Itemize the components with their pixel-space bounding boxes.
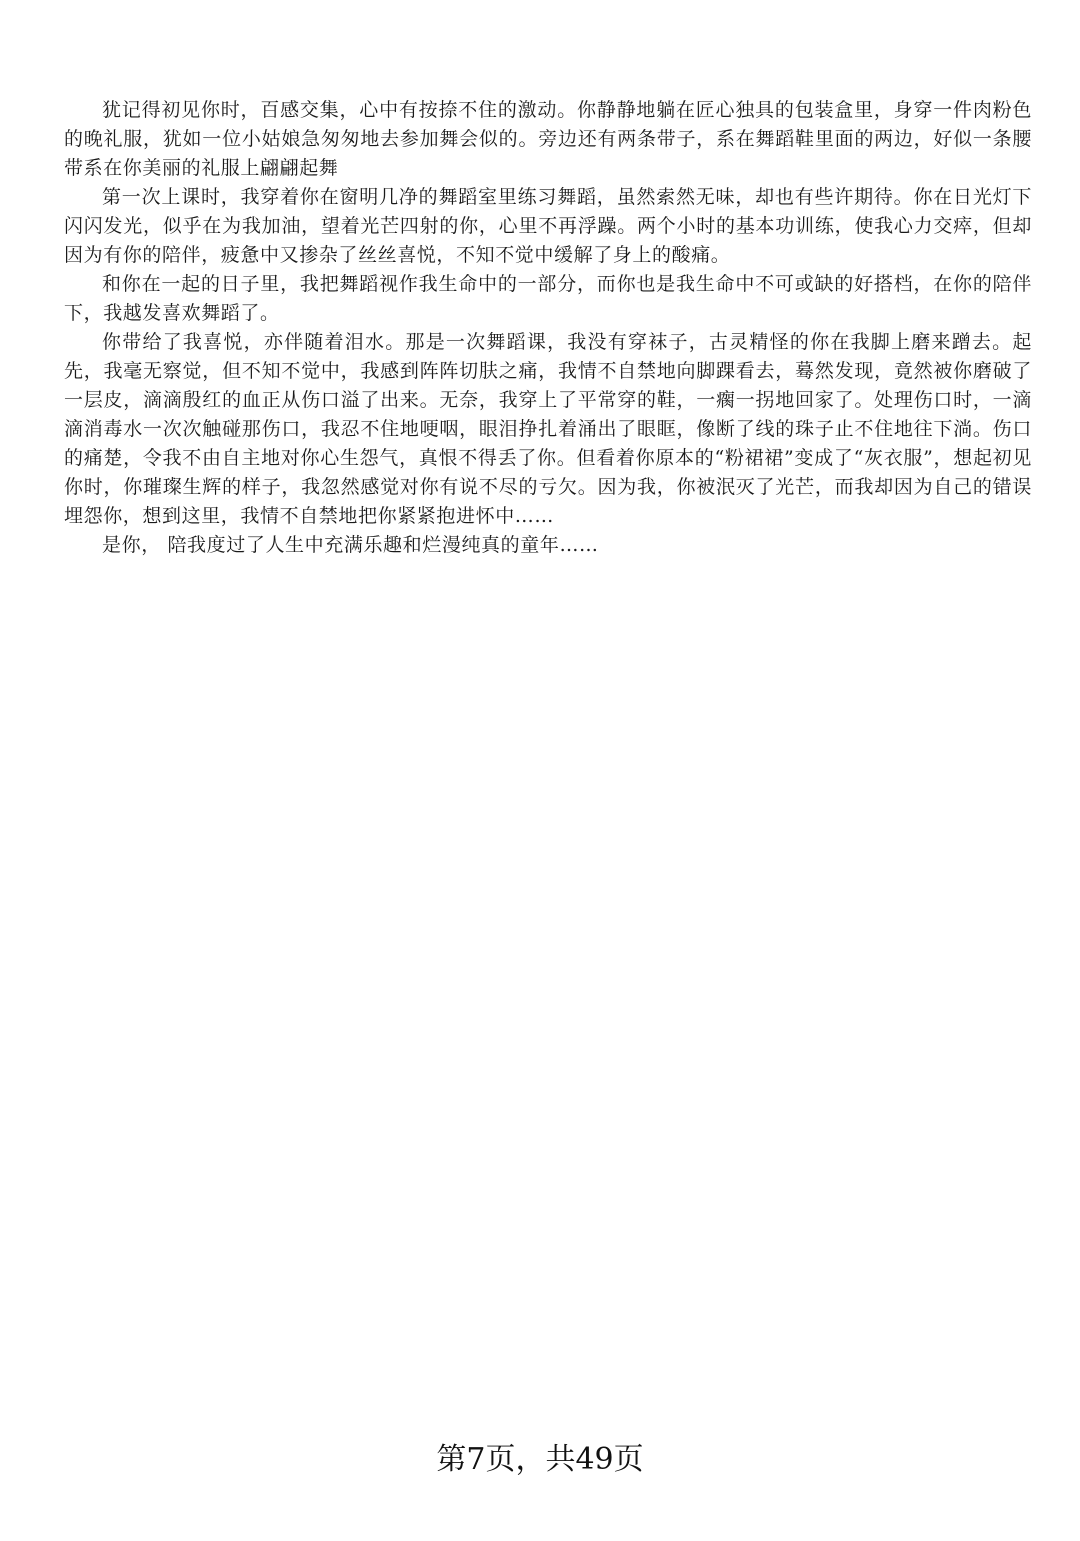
paragraph-5: 是你， 陪我度过了人生中充满乐趣和烂漫纯真的童年…… [102, 534, 599, 556]
paragraph-3: 和你在一起的日子里，我把舞蹈视作我生命中的一部分，而你也是我生命中不可或缺的好搭档，在你的陪伴下，我越发喜欢舞蹈了。 [64, 273, 1032, 324]
page-number-footer: 第7页，共49页 [436, 1442, 644, 1477]
paragraph-1: 犹记得初见你时，百感交集，心中有按捺不住的激动。你静静地躺在匠心独具的包装盒里，身穿一件肉粉色的晚礼服，犹如一位小姑娘急匆匆地去参加舞会似的。旁边还有两条带子，系在舞蹈鞋里面的两边，好似一条腰带系在你美丽的礼服上翩翩起舞 [64, 99, 1032, 179]
paragraph-2: 第一次上课时，我穿着你在窗明几净的舞蹈室里练习舞蹈，虽然索然无味，却也有些许期待。你在日光灯下闪闪发光，似乎在为我加油，望着光芒四射的你，心里不再浮躁。两个小时的基本功训练，使我心力交瘁，但却因为有你的陪伴，疲惫中又掺杂了丝丝喜悦，不知不觉中缓解了身上的酸痛。 [64, 186, 1032, 266]
essay-body [64, 96, 1032, 560]
paragraph-4: 你带给了我喜悦，亦伴随着泪水。那是一次舞蹈课，我没有穿袜子，古灵精怪的你在我脚上磨来蹭去。起先，我毫无察觉，但不知不觉中，我感到阵阵切肤之痛，我情不自禁地向脚踝看去，蓦然发现，竟然被你磨破了一层皮，滴滴殷红的血正从伤口溢了出来。无奈，我穿上了平常穿的鞋，一瘸一拐地回家了。处理伤口时，一滴滴消毒水一次次触碰那伤口，我忍不住地哽咽，眼泪挣扎着涌出了眼眶，像断了线的珠子止不住地往下淌。伤口的痛楚，令我不由自主地对你心生怨气，真恨不得丢了你。但看着你原本的“粉裙裙”变成了“灰衣服”，想起初见你时，你璀璨生辉的样子，我忽然感觉对你有说不尽的亏欠。因为我，你被泯灭了光芒，而我却因为自己的错误埋怨你，想到这里，我情不自禁地把你紧紧抱进怀中…… [64, 331, 1032, 527]
